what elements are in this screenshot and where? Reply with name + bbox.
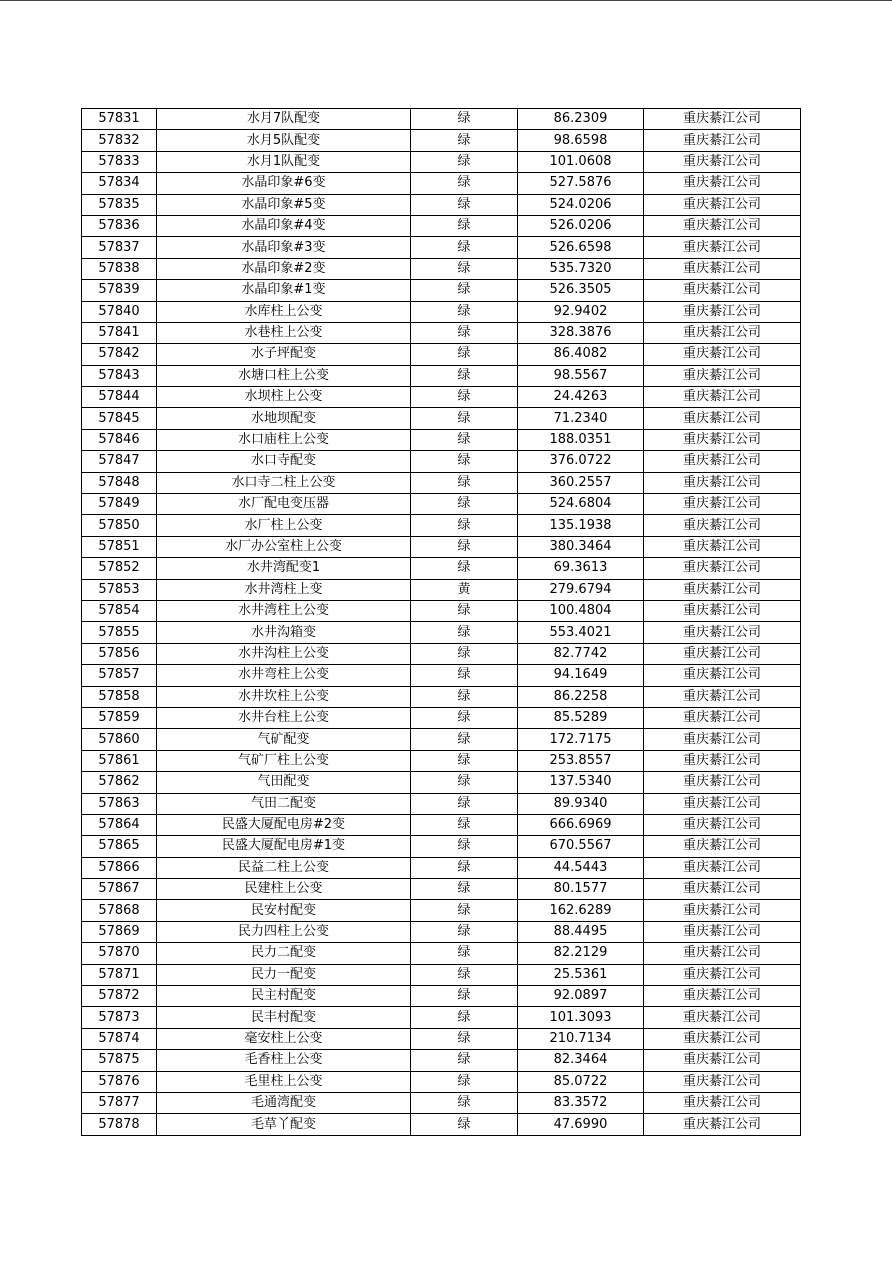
cell-status: 绿 (411, 943, 518, 964)
cell-value: 135.1938 (518, 515, 644, 536)
table-row (82, 173, 801, 194)
cell-status: 绿 (411, 322, 518, 343)
cell-name: 气矿配变 (157, 729, 411, 750)
cell-value: 100.4804 (518, 600, 644, 621)
cell-name: 水晶印象#2变 (157, 258, 411, 279)
cell-company: 重庆綦江公司 (644, 258, 801, 279)
cell-status: 绿 (411, 921, 518, 942)
cell-company: 重庆綦江公司 (644, 365, 801, 386)
cell-value: 666.6969 (518, 814, 644, 835)
cell-status: 绿 (411, 301, 518, 322)
cell-id: 57841 (82, 322, 157, 343)
cell-company: 重庆綦江公司 (644, 1092, 801, 1113)
cell-name: 气田二配变 (157, 793, 411, 814)
table-row (82, 643, 801, 664)
cell-status: 绿 (411, 1028, 518, 1049)
cell-company: 重庆綦江公司 (644, 665, 801, 686)
cell-name: 民力四柱上公变 (157, 921, 411, 942)
cell-name: 毛通湾配变 (157, 1092, 411, 1113)
cell-status: 绿 (411, 194, 518, 215)
cell-name: 水塘口柱上公变 (157, 365, 411, 386)
cell-company: 重庆綦江公司 (644, 600, 801, 621)
cell-value: 71.2340 (518, 408, 644, 429)
cell-status: 绿 (411, 686, 518, 707)
cell-company: 重庆綦江公司 (644, 643, 801, 664)
cell-id: 57877 (82, 1092, 157, 1113)
cell-status: 绿 (411, 600, 518, 621)
table-row (82, 686, 801, 707)
cell-value: 24.4263 (518, 387, 644, 408)
cell-company: 重庆綦江公司 (644, 429, 801, 450)
table-row (82, 387, 801, 408)
cell-company: 重庆綦江公司 (644, 879, 801, 900)
table-row (82, 900, 801, 921)
cell-id: 57855 (82, 622, 157, 643)
cell-name: 水口寺二柱上公变 (157, 472, 411, 493)
cell-value: 526.3505 (518, 280, 644, 301)
cell-name: 民盛大厦配电房#1变 (157, 836, 411, 857)
cell-company: 重庆綦江公司 (644, 964, 801, 985)
cell-id: 57875 (82, 1050, 157, 1071)
cell-name: 水晶印象#6变 (157, 173, 411, 194)
cell-company: 重庆綦江公司 (644, 280, 801, 301)
cell-id: 57868 (82, 900, 157, 921)
cell-company: 重庆綦江公司 (644, 515, 801, 536)
cell-value: 162.6289 (518, 900, 644, 921)
cell-company: 重庆綦江公司 (644, 986, 801, 1007)
cell-id: 57843 (82, 365, 157, 386)
cell-company: 重庆綦江公司 (644, 1028, 801, 1049)
cell-company: 重庆綦江公司 (644, 301, 801, 322)
cell-name: 民丰村配变 (157, 1007, 411, 1028)
table-row (82, 215, 801, 236)
table-row (82, 472, 801, 493)
table-row (82, 707, 801, 728)
cell-id: 57866 (82, 857, 157, 878)
table-row (82, 515, 801, 536)
cell-value: 380.3464 (518, 536, 644, 557)
cell-name: 水井坎柱上公变 (157, 686, 411, 707)
cell-id: 57861 (82, 750, 157, 771)
cell-name: 水井湾柱上公变 (157, 600, 411, 621)
cell-id: 57876 (82, 1071, 157, 1092)
cell-company: 重庆綦江公司 (644, 344, 801, 365)
cell-id: 57832 (82, 130, 157, 151)
cell-name: 水口寺配变 (157, 451, 411, 472)
cell-status: 绿 (411, 151, 518, 172)
cell-status: 绿 (411, 1114, 518, 1135)
cell-value: 210.7134 (518, 1028, 644, 1049)
cell-name: 民力一配变 (157, 964, 411, 985)
cell-company: 重庆綦江公司 (644, 536, 801, 557)
cell-name: 毫安柱上公变 (157, 1028, 411, 1049)
cell-status: 绿 (411, 515, 518, 536)
cell-id: 57865 (82, 836, 157, 857)
cell-value: 188.0351 (518, 429, 644, 450)
cell-name: 水井台柱上公变 (157, 707, 411, 728)
cell-value: 526.0206 (518, 215, 644, 236)
cell-name: 气田配变 (157, 772, 411, 793)
table-row (82, 301, 801, 322)
cell-name: 水月5队配变 (157, 130, 411, 151)
cell-value: 535.7320 (518, 258, 644, 279)
cell-name: 水月7队配变 (157, 109, 411, 130)
cell-company: 重庆綦江公司 (644, 387, 801, 408)
cell-id: 57864 (82, 814, 157, 835)
cell-value: 328.3876 (518, 322, 644, 343)
table-row (82, 1028, 801, 1049)
cell-status: 绿 (411, 451, 518, 472)
cell-company: 重庆綦江公司 (644, 1114, 801, 1135)
cell-value: 524.6804 (518, 494, 644, 515)
cell-name: 毛里柱上公变 (157, 1071, 411, 1092)
cell-company: 重庆綦江公司 (644, 750, 801, 771)
cell-value: 82.3464 (518, 1050, 644, 1071)
cell-id: 57863 (82, 793, 157, 814)
cell-value: 86.2258 (518, 686, 644, 707)
cell-id: 57840 (82, 301, 157, 322)
cell-value: 172.7175 (518, 729, 644, 750)
cell-company: 重庆綦江公司 (644, 707, 801, 728)
cell-id: 57862 (82, 772, 157, 793)
cell-status: 绿 (411, 173, 518, 194)
cell-value: 69.3613 (518, 558, 644, 579)
cell-value: 98.6598 (518, 130, 644, 151)
cell-company: 重庆綦江公司 (644, 814, 801, 835)
table-row (82, 1092, 801, 1113)
cell-status: 绿 (411, 879, 518, 900)
cell-id: 57849 (82, 494, 157, 515)
cell-name: 水坝柱上公变 (157, 387, 411, 408)
cell-name: 水厂配电变压器 (157, 494, 411, 515)
table-row (82, 665, 801, 686)
cell-value: 83.3572 (518, 1092, 644, 1113)
table-row (82, 729, 801, 750)
table-row (82, 494, 801, 515)
cell-name: 水地坝配变 (157, 408, 411, 429)
cell-value: 85.5289 (518, 707, 644, 728)
cell-value: 92.0897 (518, 986, 644, 1007)
table-row (82, 237, 801, 258)
table-row (82, 194, 801, 215)
table-row (82, 814, 801, 835)
cell-value: 86.2309 (518, 109, 644, 130)
cell-status: 绿 (411, 1092, 518, 1113)
cell-status: 绿 (411, 814, 518, 835)
cell-company: 重庆綦江公司 (644, 836, 801, 857)
cell-company: 重庆綦江公司 (644, 857, 801, 878)
cell-status: 绿 (411, 109, 518, 130)
cell-value: 47.6990 (518, 1114, 644, 1135)
cell-id: 57845 (82, 408, 157, 429)
cell-name: 水井沟柱上公变 (157, 643, 411, 664)
cell-status: 绿 (411, 280, 518, 301)
cell-id: 57850 (82, 515, 157, 536)
cell-value: 86.4082 (518, 344, 644, 365)
cell-company: 重庆綦江公司 (644, 729, 801, 750)
table-row (82, 772, 801, 793)
cell-id: 57846 (82, 429, 157, 450)
cell-company: 重庆綦江公司 (644, 1071, 801, 1092)
cell-name: 水晶印象#5变 (157, 194, 411, 215)
cell-value: 253.8557 (518, 750, 644, 771)
cell-value: 101.3093 (518, 1007, 644, 1028)
cell-status: 绿 (411, 643, 518, 664)
table-row (82, 986, 801, 1007)
table-row (82, 344, 801, 365)
cell-id: 57835 (82, 194, 157, 215)
cell-id: 57878 (82, 1114, 157, 1135)
cell-id: 57857 (82, 665, 157, 686)
cell-value: 82.7742 (518, 643, 644, 664)
cell-company: 重庆綦江公司 (644, 322, 801, 343)
cell-id: 57839 (82, 280, 157, 301)
cell-company: 重庆綦江公司 (644, 793, 801, 814)
cell-status: 绿 (411, 857, 518, 878)
cell-id: 57854 (82, 600, 157, 621)
cell-id: 57847 (82, 451, 157, 472)
table-row (82, 1007, 801, 1028)
cell-value: 80.1577 (518, 879, 644, 900)
cell-status: 绿 (411, 536, 518, 557)
cell-name: 民主村配变 (157, 986, 411, 1007)
table-row (82, 1114, 801, 1135)
cell-id: 57874 (82, 1028, 157, 1049)
cell-company: 重庆綦江公司 (644, 215, 801, 236)
cell-status: 绿 (411, 729, 518, 750)
cell-company: 重庆綦江公司 (644, 130, 801, 151)
table-row (82, 750, 801, 771)
cell-status: 绿 (411, 1050, 518, 1071)
cell-value: 85.0722 (518, 1071, 644, 1092)
cell-company: 重庆綦江公司 (644, 451, 801, 472)
cell-name: 水井湾配变1 (157, 558, 411, 579)
cell-name: 水厂柱上公变 (157, 515, 411, 536)
table-row (82, 579, 801, 600)
table-row (82, 943, 801, 964)
table-row (82, 408, 801, 429)
cell-company: 重庆綦江公司 (644, 686, 801, 707)
table-row (82, 600, 801, 621)
cell-value: 670.5567 (518, 836, 644, 857)
cell-name: 水晶印象#3变 (157, 237, 411, 258)
cell-id: 57834 (82, 173, 157, 194)
cell-value: 137.5340 (518, 772, 644, 793)
cell-name: 水子坪配变 (157, 344, 411, 365)
cell-name: 水井沟箱变 (157, 622, 411, 643)
cell-status: 绿 (411, 750, 518, 771)
cell-status: 绿 (411, 365, 518, 386)
cell-company: 重庆綦江公司 (644, 900, 801, 921)
table-row (82, 921, 801, 942)
cell-status: 绿 (411, 258, 518, 279)
cell-name: 水井湾柱上变 (157, 579, 411, 600)
cell-status: 绿 (411, 558, 518, 579)
cell-value: 376.0722 (518, 451, 644, 472)
cell-company: 重庆綦江公司 (644, 772, 801, 793)
cell-id: 57836 (82, 215, 157, 236)
cell-value: 526.6598 (518, 237, 644, 258)
table-body (82, 109, 801, 1136)
cell-value: 88.4495 (518, 921, 644, 942)
cell-status: 绿 (411, 836, 518, 857)
cell-id: 57870 (82, 943, 157, 964)
cell-value: 360.2557 (518, 472, 644, 493)
cell-value: 25.5361 (518, 964, 644, 985)
table-row (82, 130, 801, 151)
cell-id: 57871 (82, 964, 157, 985)
cell-id: 57867 (82, 879, 157, 900)
cell-name: 水口庙柱上公变 (157, 429, 411, 450)
cell-id: 57842 (82, 344, 157, 365)
cell-name: 水井弯柱上公变 (157, 665, 411, 686)
cell-id: 57869 (82, 921, 157, 942)
cell-id: 57873 (82, 1007, 157, 1028)
cell-status: 绿 (411, 408, 518, 429)
cell-company: 重庆綦江公司 (644, 237, 801, 258)
cell-status: 绿 (411, 964, 518, 985)
table-row (82, 280, 801, 301)
table-row (82, 879, 801, 900)
cell-company: 重庆綦江公司 (644, 921, 801, 942)
table-row (82, 793, 801, 814)
cell-id: 57848 (82, 472, 157, 493)
cell-status: 绿 (411, 215, 518, 236)
cell-value: 527.5876 (518, 173, 644, 194)
cell-status: 绿 (411, 707, 518, 728)
cell-company: 重庆綦江公司 (644, 943, 801, 964)
table-row (82, 536, 801, 557)
table-row (82, 258, 801, 279)
cell-name: 民力二配变 (157, 943, 411, 964)
table-row (82, 964, 801, 985)
cell-status: 绿 (411, 494, 518, 515)
cell-company: 重庆綦江公司 (644, 173, 801, 194)
page-top-border (0, 0, 892, 1)
table-row (82, 365, 801, 386)
cell-id: 57844 (82, 387, 157, 408)
cell-status: 绿 (411, 772, 518, 793)
table-row (82, 322, 801, 343)
cell-value: 89.9340 (518, 793, 644, 814)
cell-status: 绿 (411, 1071, 518, 1092)
cell-value: 92.9402 (518, 301, 644, 322)
table-row (82, 1050, 801, 1071)
cell-company: 重庆綦江公司 (644, 1050, 801, 1071)
cell-name: 水月1队配变 (157, 151, 411, 172)
cell-id: 57838 (82, 258, 157, 279)
cell-company: 重庆綦江公司 (644, 109, 801, 130)
cell-status: 绿 (411, 900, 518, 921)
cell-name: 气矿厂柱上公变 (157, 750, 411, 771)
cell-company: 重庆綦江公司 (644, 472, 801, 493)
table-row (82, 151, 801, 172)
cell-id: 57853 (82, 579, 157, 600)
cell-company: 重庆綦江公司 (644, 558, 801, 579)
cell-company: 重庆綦江公司 (644, 408, 801, 429)
cell-name: 水厂办公室柱上公变 (157, 536, 411, 557)
cell-company: 重庆綦江公司 (644, 1007, 801, 1028)
table-row (82, 109, 801, 130)
cell-status: 绿 (411, 429, 518, 450)
cell-status: 黄 (411, 579, 518, 600)
cell-status: 绿 (411, 387, 518, 408)
cell-id: 57860 (82, 729, 157, 750)
cell-name: 毛香柱上公变 (157, 1050, 411, 1071)
cell-id: 57851 (82, 536, 157, 557)
cell-value: 94.1649 (518, 665, 644, 686)
cell-id: 57852 (82, 558, 157, 579)
cell-value: 44.5443 (518, 857, 644, 878)
cell-status: 绿 (411, 986, 518, 1007)
cell-company: 重庆綦江公司 (644, 622, 801, 643)
cell-status: 绿 (411, 472, 518, 493)
cell-value: 553.4021 (518, 622, 644, 643)
cell-status: 绿 (411, 665, 518, 686)
table-row (82, 558, 801, 579)
cell-company: 重庆綦江公司 (644, 151, 801, 172)
cell-value: 82.2129 (518, 943, 644, 964)
cell-status: 绿 (411, 622, 518, 643)
cell-id: 57859 (82, 707, 157, 728)
cell-id: 57833 (82, 151, 157, 172)
cell-company: 重庆綦江公司 (644, 194, 801, 215)
cell-company: 重庆綦江公司 (644, 579, 801, 600)
cell-name: 民建柱上公变 (157, 879, 411, 900)
cell-value: 101.0608 (518, 151, 644, 172)
cell-name: 民安村配变 (157, 900, 411, 921)
cell-status: 绿 (411, 1007, 518, 1028)
cell-value: 98.5567 (518, 365, 644, 386)
cell-id: 57837 (82, 237, 157, 258)
cell-status: 绿 (411, 793, 518, 814)
cell-name: 民益二柱上公变 (157, 857, 411, 878)
cell-value: 279.6794 (518, 579, 644, 600)
cell-id: 57831 (82, 109, 157, 130)
cell-id: 57872 (82, 986, 157, 1007)
cell-name: 毛草丫配变 (157, 1114, 411, 1135)
cell-status: 绿 (411, 130, 518, 151)
cell-status: 绿 (411, 237, 518, 258)
table-row (82, 622, 801, 643)
cell-name: 水晶印象#4变 (157, 215, 411, 236)
table-row (82, 451, 801, 472)
table-row (82, 429, 801, 450)
cell-id: 57858 (82, 686, 157, 707)
cell-name: 水库柱上公变 (157, 301, 411, 322)
cell-value: 524.0206 (518, 194, 644, 215)
table-row (82, 1071, 801, 1092)
table-row (82, 836, 801, 857)
cell-name: 水巷柱上公变 (157, 322, 411, 343)
cell-name: 水晶印象#1变 (157, 280, 411, 301)
table-row (82, 857, 801, 878)
cell-status: 绿 (411, 344, 518, 365)
cell-company: 重庆綦江公司 (644, 494, 801, 515)
cell-name: 民盛大厦配电房#2变 (157, 814, 411, 835)
cell-id: 57856 (82, 643, 157, 664)
data-table (81, 108, 801, 1136)
